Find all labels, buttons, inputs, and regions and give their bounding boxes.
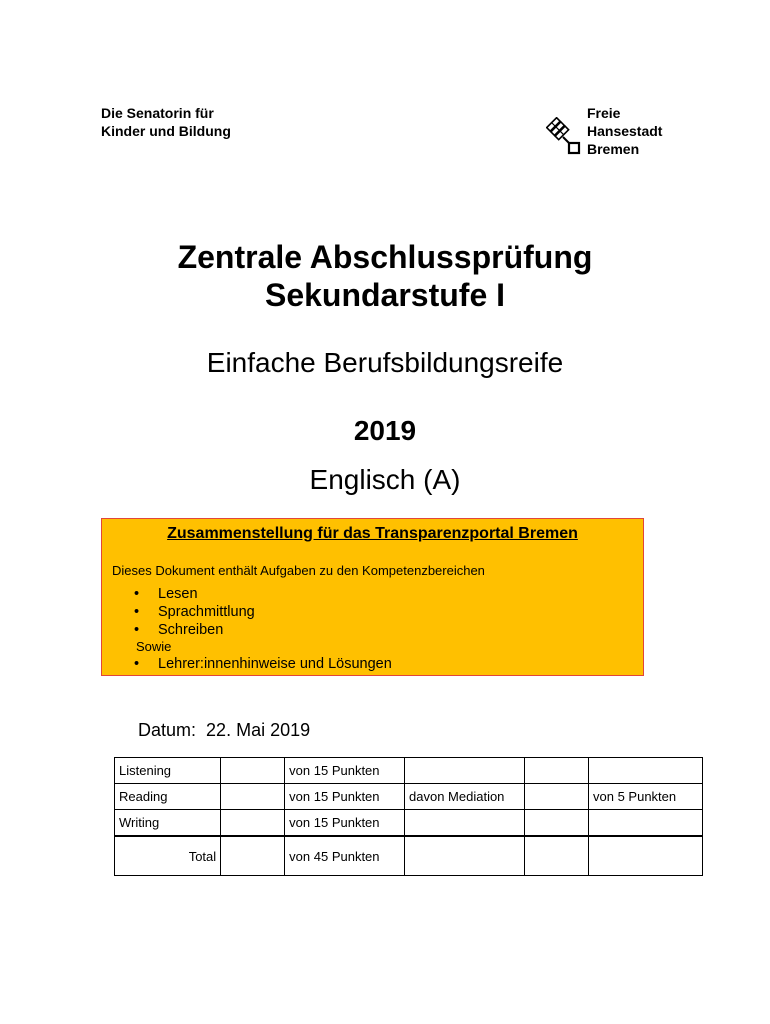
sub-label-cell	[405, 758, 525, 784]
date-value: 22. Mai 2019	[206, 720, 311, 740]
city-block	[587, 104, 662, 158]
score-table	[114, 757, 703, 876]
points-cell: von 15 Punkten	[285, 810, 405, 837]
issuer-line-2: Kinder und Bildung	[101, 123, 231, 139]
section-label: Writing	[115, 810, 221, 837]
table-row	[115, 810, 703, 837]
notice-intro: Dieses Dokument enthält Aufgaben zu den Kompetenzbereichen	[112, 563, 485, 578]
sub-score-entry-cell	[525, 758, 589, 784]
notice-connector: Sowie	[136, 639, 172, 654]
points-cell: von 15 Punkten	[285, 784, 405, 810]
sub-label-cell	[405, 810, 525, 837]
empty-cell	[405, 836, 525, 876]
sub-score-entry-cell	[525, 810, 589, 837]
sub-label-cell: davon Mediation	[405, 784, 525, 810]
exam-date	[138, 719, 310, 741]
exam-title: Zentrale Abschlussprüfung	[177, 239, 593, 275]
score-entry-cell	[221, 784, 285, 810]
exam-qualification: Einfache Berufsbildungsreife	[206, 347, 564, 378]
empty-cell	[589, 836, 703, 876]
points-cell: von 15 Punkten	[285, 758, 405, 784]
extra-list	[134, 655, 392, 673]
empty-cell	[525, 836, 589, 876]
score-entry-cell	[221, 758, 285, 784]
section-label: Reading	[115, 784, 221, 810]
sub-points-cell	[589, 810, 703, 837]
competence-list	[134, 585, 255, 639]
issuer-line-1: Die Senatorin für	[101, 105, 214, 121]
table-row	[115, 784, 703, 810]
issuer-block	[101, 104, 231, 140]
total-label: Total	[115, 836, 221, 876]
date-label: Datum:	[138, 720, 197, 740]
list-item: • Lehrer:innenhinweise und Lösungen	[134, 655, 392, 673]
sub-points-cell	[589, 758, 703, 784]
notice-heading: Zusammenstellung für das Transparenzportal Bremen	[167, 525, 578, 542]
city-line-3: Bremen	[587, 141, 640, 157]
total-row	[115, 836, 703, 876]
score-entry-cell	[221, 810, 285, 837]
list-item: • Schreiben	[134, 621, 255, 639]
list-item: • Lesen	[134, 585, 255, 603]
exam-level: Sekundarstufe I	[264, 277, 506, 313]
city-line-2: Hansestadt	[587, 123, 663, 139]
transparency-notice	[101, 518, 644, 676]
section-label: Listening	[115, 758, 221, 784]
table-row	[115, 758, 703, 784]
exam-year: 2019	[353, 415, 417, 446]
bremen-key-crest-icon	[546, 117, 582, 155]
list-item: • Sprachmittlung	[134, 603, 255, 621]
exam-subject: Englisch (A)	[309, 464, 461, 495]
total-points-cell: von 45 Punkten	[285, 836, 405, 876]
total-entry-cell	[221, 836, 285, 876]
sub-points-cell: von 5 Punkten	[589, 784, 703, 810]
sub-score-entry-cell	[525, 784, 589, 810]
city-line-1: Freie	[587, 105, 621, 121]
